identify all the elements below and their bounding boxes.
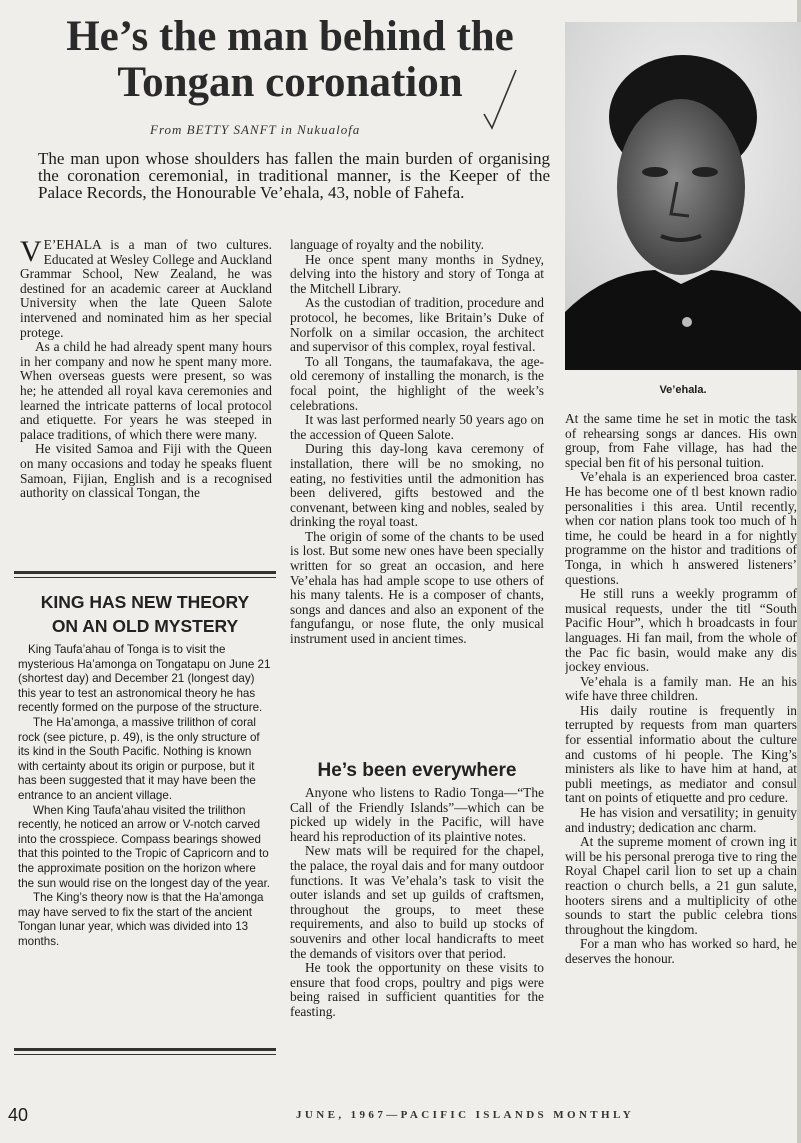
article-column-2-continued	[290, 786, 544, 1020]
col2-paragraph-3: As the custodian of tradition, procedure and protocol, he becomes, like Britain’s Duke of Norfolk on a similar occasion, the architect and supervisor of this complex, royal festival.	[290, 295, 544, 355]
col3-paragraph-1: At the same time he set in motic the task of rehearsing songs ar dances. His own group, from Fahe village, has had the special ben fit of his personal tuition.	[565, 412, 797, 470]
col3-paragraph-2: Ve’ehala is an experienced broa caster. He has become one of tl best known radio personalities i this area. Until recently, when cor nation plans took too much of h time, he could be heard in a for nightly programme on the histor and traditions of Tonga, in which h answered listeners’ questions.	[565, 469, 797, 587]
article-title-line2: Tongan coronation	[117, 59, 463, 106]
col2b-paragraph-2: New mats will be required for the chapel, the palace, the royal dais and for many outdoor functions. It was Ve’ehala’s task to visit the outer islands and set up guilds of craftsmen, throughout the groups, to meet these requirements, and also to build up stocks of souvenirs and other local handicrafts to meet the demands of visitors over that period.	[290, 843, 544, 961]
page-number: 40	[8, 1105, 29, 1125]
sidebar-bottom-rule	[14, 1048, 276, 1051]
col2b-paragraph-3: He took the opportunity on these visits to ensure that food crops, poultry and pigs were being raised in sufficient quantities for the feasting.	[290, 960, 544, 1019]
article-title-line1: He’s the man behind the	[66, 13, 514, 60]
photo-caption: Ve’ehala.	[659, 384, 707, 396]
col1-paragraph-2: As a child he had already spent many hours in her company and now he spent many more. When overseas guests were present, so was he; he attended all royal kava ceremonies and learned the intricate patterns of local protocol and etiquette. For years he was steeped in palace traditions, of which there were many.	[20, 339, 272, 442]
sidebar-paragraph-3: When King Taufa’ahau visited the trilithon recently, he noticed an arrow or V-notch carved into the crosspiece. Compass bearings showed that this pointed to the Tropic of Capricorn and to the approximate position on the horizon where the sun would rise on the longest day of the year.	[18, 803, 271, 890]
col1-paragraph-3: He visited Samoa and Fiji with the Queen on many occasions and today he speaks fluent Samoan, Fijian, English and is a recognised authority on classical Tongan, the	[20, 441, 272, 501]
col2-paragraph-6: During this day-long kava ceremony of installation, there will be no smoking, no eating, no festivities until the admonition has been delivered, gifts bestowed and the convenant, between king and nobles, sealed by drinking the royal toast.	[290, 441, 544, 530]
article-column-1	[20, 235, 272, 501]
sidebar-title: KING HAS NEW THEORY ON AN OLD MYSTERY	[40, 592, 250, 636]
sidebar-top-rule-thin	[14, 577, 276, 578]
col2-paragraph-5: It was last performed nearly 50 years ago on the accession of Queen Salote.	[290, 412, 544, 442]
col1-paragraph-1: V E’EHALA is a man of two cultures. Educated at Wesley College and Auckland Grammar School, New Zealand, he was destined for an academic career at Auckland University when the late Queen Salote intervened and nominated him as her special protege.	[20, 235, 272, 340]
subheading: He’s been everywhere	[317, 760, 517, 781]
article-column-3	[565, 412, 797, 967]
sidebar-top-rule	[14, 571, 276, 574]
portrait-photo	[565, 22, 801, 370]
sidebar-paragraph-4: The King’s theory now is that the Ha’amonga may have served to fix the start of the ancient Tongan lunar year, which was divided into 13 months.	[18, 891, 264, 948]
portrait-illustration	[565, 22, 801, 370]
col2-paragraph-1: language of royalty and the nobility.	[290, 237, 484, 252]
col3-paragraph-7: At the supreme moment of crown ing it will be his personal preroga tive to ring the Royal Chapel caril lion to set up a chain reaction o church bells, a 21 gun salute, hooters sirens and a multiplicity of othe sounds to start the public celebra tions throughout the kingdom.	[565, 834, 797, 937]
col3-paragraph-5: His daily routine is frequently in terrupted by requests from man quarters for essential informatio about the culture and customs of hi people. The King’s ministers als like to have him at hand, at publi meetings, as mediator and consul tant on points of etiquette and pro cedure.	[565, 702, 797, 806]
drop-cap: V	[20, 235, 42, 268]
col3-paragraph-4: Ve’ehala is a family man. He an his wife have three children.	[565, 673, 797, 704]
byline: From BETTY SANFT in Nukualofa	[150, 122, 361, 137]
col3-paragraph-3: He still runs a weekly programm of musical requests, under the titl “South Pacific Hour”, which h broadcasts in four languages. Hi fan mail, from the whole of the Pac fic basin, would make any dis jockey envious.	[565, 586, 797, 675]
sidebar-paragraph-2: The Ha’amonga, a massive trilithon of coral rock (see picture, p. 49), is the only structure of its kind in the South Pacific. Nothing is known with certainty about its origin or purpose, but it has been suggested that it may have been the entrance to an ancient village.	[18, 715, 260, 802]
intro-paragraph: The man upon whose shoulders has fallen the main burden of organising the coronation ceremonial, in traditional manner, is the Keeper of the Palace Records, the Honourable Ve’ehala, 43, noble of Fahefa.	[38, 149, 550, 202]
article-title	[40, 14, 540, 106]
col2b-paragraph-1: Anyone who listens to Radio Tonga—“The Call of the Friendly Islands”—which can be picked up widely in the Pacific, will have heard his reproduction of its plaintive notes.	[290, 785, 544, 844]
col3-paragraph-8: For a man who has worked so hard, he deserves the honour.	[565, 936, 797, 966]
col2-paragraph-2: He once spent many months in Sydney, delving into the history and story of Tonga at the Mitchell Library.	[290, 251, 544, 296]
col2-paragraph-4: To all Tongans, the taumafakava, the age-old ceremony of installing the monarch, is the focal point, the highlight of the week’s celebrations.	[290, 353, 544, 413]
sidebar-bottom-rule-thin	[14, 1054, 276, 1055]
running-footer: JUNE, 1967—PACIFIC ISLANDS MONTHLY	[296, 1109, 635, 1121]
sidebar-body	[18, 643, 272, 949]
col3-paragraph-6: He has vision and versatility; in genuity and industry; dedication anc charm.	[565, 805, 797, 835]
handwritten-check-mark	[478, 66, 518, 136]
sidebar-paragraph-1: King Taufa’ahau of Tonga is to visit the mysterious Ha’amonga on Tongatapu on June 21 (shortest day) and December 21 (longest day) this year to test an astronomical theory he has recently formed on the purpose of the structure.	[18, 643, 271, 715]
article-column-2	[290, 238, 544, 647]
col2-paragraph-7: The origin of some of the chants to be used is lost. But some new ones have been specially written for so great an occasion, and here Ve’ehala has had ample scope to use others of his many talents. He is a composer of chants, songs and dances and also an exponent of the fangufangu, or nose flute, the only musical instrument used in ancient times.	[290, 528, 544, 647]
